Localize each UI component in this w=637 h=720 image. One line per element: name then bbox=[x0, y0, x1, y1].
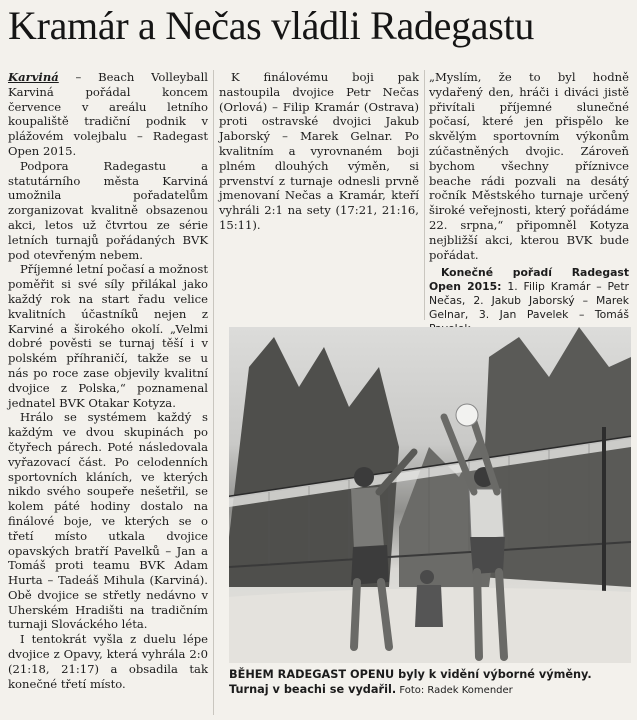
article-column-1 bbox=[8, 70, 208, 715]
photo-credit: Foto: Radek Komender bbox=[396, 685, 513, 696]
article-column-3 bbox=[429, 70, 629, 330]
column-divider bbox=[213, 70, 214, 715]
paragraph: I tentokrát vyšla z duelu lépe dvojice z Opavy, která vyhrála 2:0 (21:18, 21:17) a obsadila tak konečné třetí místo. bbox=[8, 632, 208, 691]
article-photo bbox=[229, 327, 631, 663]
paragraph-lead bbox=[8, 70, 208, 159]
headline: Kramár a Nečas vládli Radegastu bbox=[8, 3, 535, 48]
caption-text: BĚHEM RADEGAST OPENU byly k vidění výborné výměny. Turnaj v beachi se vydařil. bbox=[229, 668, 592, 696]
beach-volleyball-photo bbox=[229, 327, 631, 663]
paragraph: Hrálo se systémem každý s každým ve dvou skupinách po čtyřech párech. Poté následovala vyřazovací část. Po celodenních sportovních kláních, ve kterých nikdo svého soupeře nešetřil, se kolem páté hodiny dostalo na finálové boje, ve kterých se o třetí místo utkala dvojice opavských bratří Pavelků – Jan a Tomáš proti teamu BVK Adam Hurta – Tadeáš Mihula (Karviná). Obě dvojice se střetly nedávno v Uherském Hradišti na tradičním turnaji Slováckého léta. bbox=[8, 410, 208, 632]
photo-caption bbox=[229, 667, 631, 698]
paragraph: K finálovému boji pak nastoupila dvojice Petr Nečas (Orlová) – Filip Kramár (Ostrava) proti ostravské dvojici Jakub Jaborský – Marek Gelnar. Po kvalitním a vyrovnaném boji plném dlouhých výměn, si prvenství z turnaje odnesli prvně jmenovaní Nečas a Kramár, kteří vyhráli 2:1 na sety (17:21, 21:16, 15:11). bbox=[219, 70, 419, 232]
paragraph: „Myslím, že to byl hodně vydařený den, hráči i diváci jistě přivítali příjemné slunečné počasí, které jen přispělo ke skvělým sportovním výkonům zúčastněných dvojic. Zároveň bychom všechny příznivce beache rádi pozvali na desátý ročník Městského turnaje určený široké veřejnosti, který pořádáme 22. srpna,“ připomněl Kotyza nejbližší akci, kterou BVK bude pořádat. bbox=[429, 70, 629, 262]
dateline: Karviná bbox=[8, 70, 59, 84]
results-text: 1. Filip Kramár – Petr Nečas, 2. Jakub Jaborský – Marek Gelnar, 3. Jan Pavelek – Tomáš bbox=[429, 280, 629, 322]
column-divider bbox=[424, 70, 425, 320]
lead-text: – Beach Volleyball Karviná pořádal koncem července v areálu letního koupaliště tradiční podnik v plážovém volejbalu – Radegast Open 2015. bbox=[8, 70, 208, 158]
article-column-2 bbox=[219, 70, 419, 330]
paragraph: Podpora Radegastu a statutárního města Karviná umožnila pořadatelům zorganizovat kvalitně obsazenou akci, letos už čtvrtou ze série letních turnajů pořádaných BVK pod otevřeným nebem. bbox=[8, 158, 208, 262]
paragraph: Příjemné letní počasí a možnost poměřit si své síly přilákal jako každý rok na start řadu velice kvalitních účastníků nejen z Karviné a širokého okolí. „Velmi dobré pověsti se turnaj těší i v polském příhraničí, takže se u nás po roce zase objevily kvalitní dvojice z Polska,“ poznamenal jednatel BVK Otakar Kotyza. bbox=[8, 262, 208, 410]
results-label: Konečné pořadí Radegast Open 2015: bbox=[429, 266, 629, 294]
